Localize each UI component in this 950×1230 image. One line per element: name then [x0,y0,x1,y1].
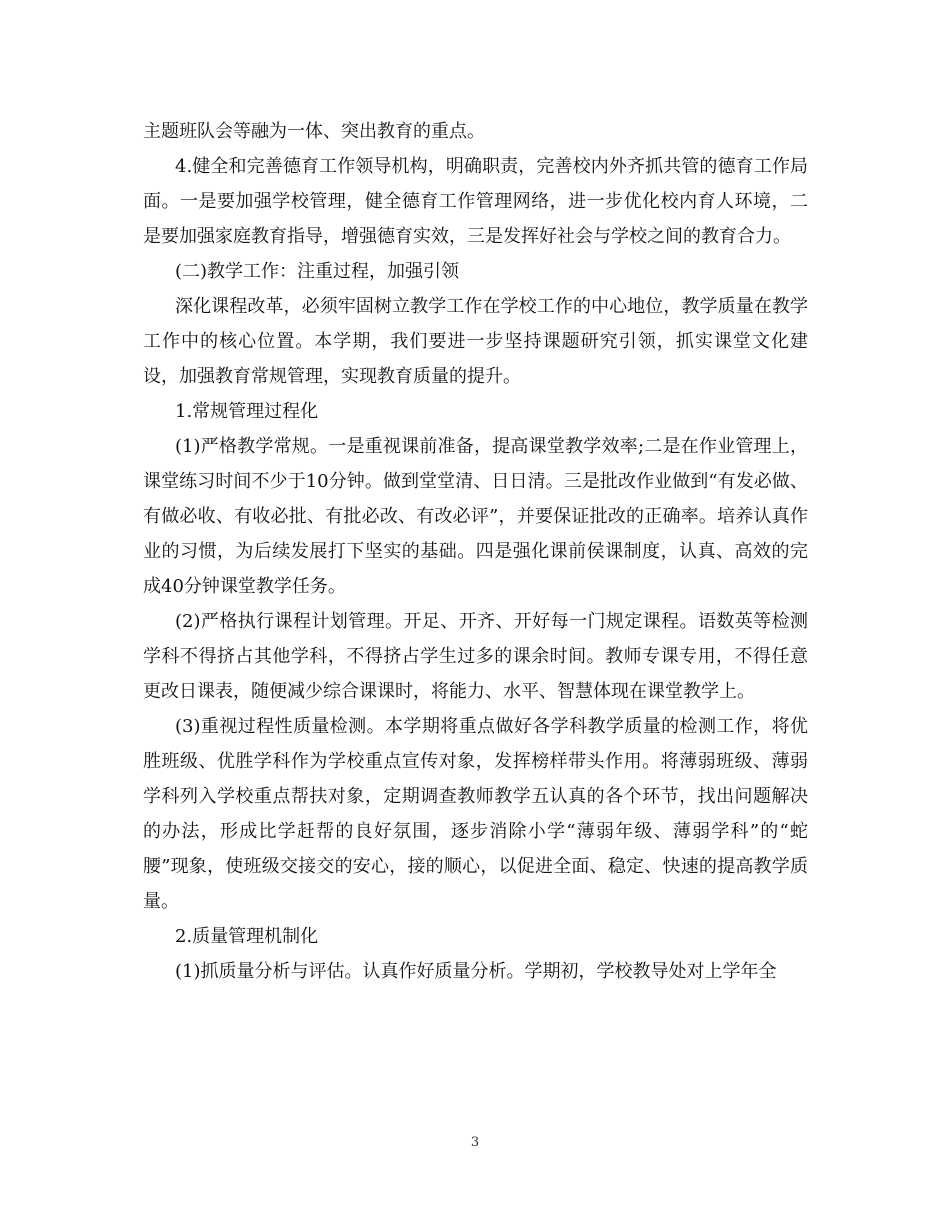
page-number: 3 [470,1135,480,1150]
paragraph: 4.健全和完善德育工作领导机构，明确职责，完善校内外齐抓共管的德育工作局面。一是要加强学校管理，健全德育工作管理网络，进一步优化校内育人环境，二是要加强家庭教育指导，增强德育实效，三是发挥好社会与学校之间的教育合力。 [143,156,808,247]
subsection-heading: 2.质量管理机制化 [175,926,319,947]
paragraph: (2)严格执行课程计划管理。开足、开齐、开好每一门规定课程。语数英等检测学科不得挤占其他学科，不得挤占学生过多的课余时间。教师专课专用，不得任意更改日课表，随便减少综合课课时，将能力、水平、智慧体现在课堂教学上。 [143,611,808,702]
paragraph: 深化课程改革，必须牢固树立教学工作在学校工作的中心地位，教学质量在教学工作中的核心位置。本学期，我们要进一步坚持课题研究引领，抓实课堂文化建设，加强教育常规管理，实现教育质量的提升。 [143,296,808,387]
paragraph: 主题班队会等融为一体、突出教育的重点。 [143,121,485,142]
subsection-heading: 1.常规管理过程化 [175,401,319,422]
body-text [143,114,808,989]
section-heading: (二)教学工作：注重过程，加强引领 [175,261,460,282]
paragraph: (3)重视过程性质量检测。本学期将重点做好各学科教学质量的检测工作，将优胜班级、优胜学科作为学校重点宣传对象，发挥榜样带头作用。将薄弱班级、薄弱学科列入学校重点帮扶对象，定期调查教师教学五认真的各个环节，找出问题解决的办法，形成比学赶帮的良好氛围，逐步消除小学“薄弱年级、薄弱学科”的“蛇腰”现象，使班级交接交的安心，接的顺心，以促进全面、稳定、快速的提高教学质量。 [143,716,808,912]
paragraph: (1)抓质量分析与评估。认真作好质量分析。学期初，学校教导处对上学年全 [175,961,777,982]
paragraph: (1)严格教学常规。一是重视课前准备，提高课堂教学效率;二是在作业管理上，课堂练习时间不少于10分钟。做到堂堂清、日日清。三是批改作业做到“有发必做、有做必收、有收必批、有批必改、有改必评”，并要保证批改的正确率。培养认真作业的习惯，为后续发展打下坚实的基础。四是强化课前侯课制度，认真、高效的完成40分钟课堂教学任务。 [143,436,808,597]
